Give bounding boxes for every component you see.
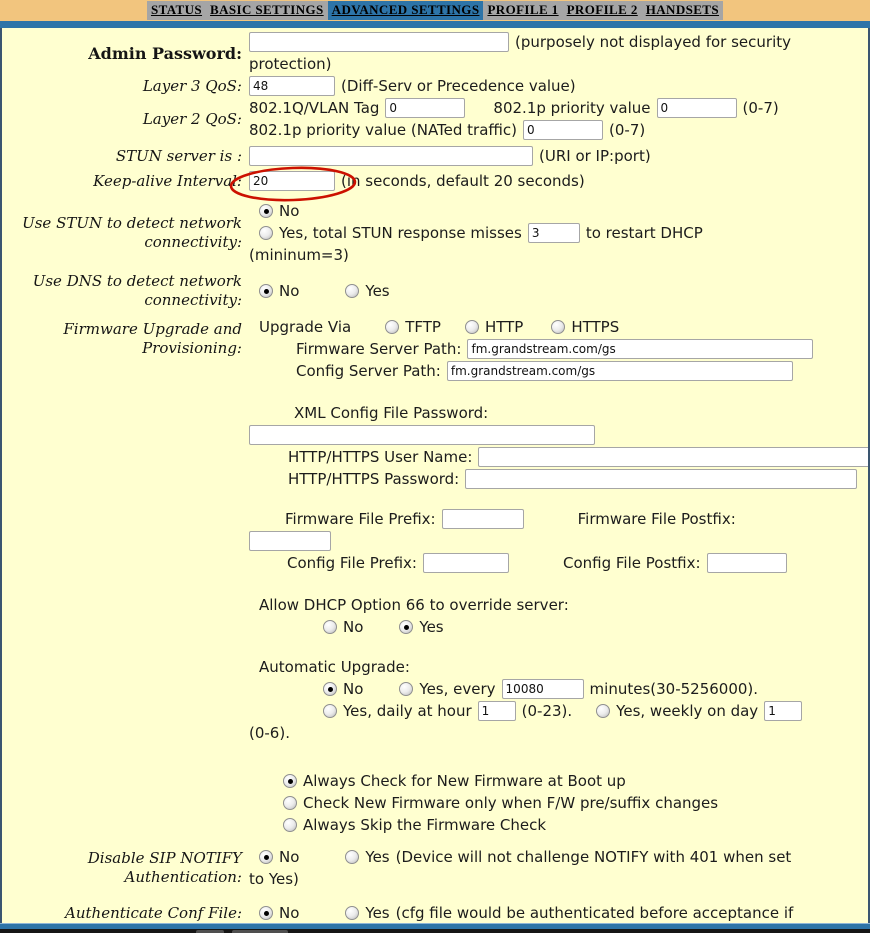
form-row-dns-detect	[2, 272, 868, 310]
vlan-tag-label: 802.1Q/VLAN Tag	[249, 98, 380, 117]
tab-basic-settings[interactable]: BASIC SETTINGS	[206, 1, 328, 20]
firmware-postfix-label: Firmware File Postfix:	[577, 509, 736, 528]
config-prefix-input[interactable]	[423, 553, 509, 573]
form-row-admin-password	[2, 31, 868, 75]
dns-detect-no-label: No	[279, 281, 300, 300]
tab-profile-1[interactable]: PROFILE 1	[483, 1, 562, 20]
auth-conf-no-radio[interactable]	[259, 906, 273, 920]
layer3-qos-note: (Diff-Serv or Precedence value)	[341, 76, 576, 95]
fw-check-prefix-label: Check New Firmware only when F/W pre/suffix changes	[303, 793, 719, 812]
stun-detect-yes-label: Yes, total STUN response misses	[279, 223, 522, 242]
admin-password-note: (purposely not displayed for security	[515, 32, 791, 51]
config-postfix-label: Config File Postfix:	[563, 553, 701, 572]
form-row-stun-detect	[2, 200, 868, 266]
auto-upgrade-weekly-label: Yes, weekly on day	[616, 701, 759, 720]
upgrade-via-https-label: HTTPS	[571, 317, 620, 336]
form-row-layer2-qos	[2, 97, 868, 141]
auto-upgrade-every-note: minutes(30-5256000).	[589, 679, 759, 698]
upgrade-via-tftp-radio[interactable]	[385, 320, 399, 334]
config-prefix-label: Config File Prefix:	[287, 553, 417, 572]
xml-config-password-input[interactable]	[249, 425, 595, 445]
auto-upgrade-minutes-input[interactable]	[502, 679, 584, 699]
stun-detect-label: Use STUN to detect network connectivity:	[22, 214, 242, 251]
sip-notify-note: (Device will not challenge NOTIFY with 401 when set	[395, 847, 792, 866]
priority-value-label: 802.1p priority value	[493, 98, 651, 117]
upgrade-via-http-radio sel[interactable]	[465, 320, 479, 334]
stun-detect-note: (mininum=3)	[249, 245, 349, 264]
auto-upgrade-weekly-note: (0-6).	[249, 723, 290, 742]
auth-conf-note: (cfg file would be authenticated before acceptance if	[395, 903, 794, 922]
tab-status[interactable]: STATUS	[147, 1, 206, 20]
keep-alive-note: (in seconds, default 20 seconds)	[341, 171, 585, 190]
dhcp66-yes-label: Yes	[419, 617, 444, 636]
config-postfix-input[interactable]	[707, 553, 787, 573]
form-row-auth-conf	[2, 902, 868, 924]
dns-detect-no-radio[interactable]	[259, 284, 273, 298]
keep-alive-input[interactable]	[249, 171, 335, 191]
nat-priority-label: 802.1p priority value (NATed traffic)	[249, 120, 518, 139]
stun-server-input[interactable]	[249, 146, 533, 166]
config-server-path-input[interactable]	[447, 361, 793, 381]
fw-check-boot-radio[interactable]	[283, 774, 297, 788]
fw-check-skip-radio[interactable]	[283, 818, 297, 832]
priority-value-input[interactable]	[657, 98, 737, 118]
auto-upgrade-no-radio[interactable]	[323, 682, 337, 696]
layer2-qos-label: Layer 2 QoS:	[142, 109, 242, 128]
tab-handsets[interactable]: HANDSETS	[642, 1, 723, 20]
auth-conf-label: Authenticate Conf File:	[65, 903, 242, 922]
bottom-edge-bar	[0, 929, 870, 933]
upgrade-via-label: Upgrade Via	[259, 317, 352, 336]
stun-detect-yes-radio[interactable]	[259, 226, 273, 240]
form-row-stun-server	[2, 145, 868, 167]
xml-config-password-label: XML Config File Password:	[294, 403, 489, 422]
nat-priority-input[interactable]	[523, 120, 603, 140]
fw-check-prefix-radio[interactable]	[283, 796, 297, 810]
vlan-tag-input[interactable]	[385, 98, 465, 118]
sip-notify-label: Disable SIP NOTIFY Authentication:	[87, 849, 242, 886]
firmware-prefix-input[interactable]	[442, 509, 524, 529]
auto-upgrade-daily-note: (0-23).	[521, 701, 573, 720]
config-server-path-label: Config Server Path:	[296, 361, 441, 380]
form-row-sip-notify	[2, 846, 868, 890]
dhcp66-yes-radio[interactable]	[399, 620, 413, 634]
admin-password-note-cont: protection)	[249, 54, 332, 73]
http-user-label: HTTP/HTTPS User Name:	[288, 447, 473, 466]
firmware-server-path-label: Firmware Server Path:	[296, 339, 462, 358]
http-password-label: HTTP/HTTPS Password:	[288, 469, 460, 488]
dns-detect-yes-label: Yes	[365, 281, 390, 300]
upgrade-via-https-radio[interactable]	[551, 320, 565, 334]
auth-conf-yes-radio[interactable]	[345, 906, 359, 920]
header-divider-bar	[0, 21, 870, 28]
priority-range-note: (0-7)	[742, 98, 779, 117]
tab-bar	[0, 0, 870, 21]
dns-detect-label: Use DNS to detect network connectivity:	[32, 272, 242, 309]
auto-upgrade-every-label: Yes, every	[419, 679, 496, 698]
layer3-qos-input[interactable]	[249, 76, 335, 96]
weekly-day-input[interactable]	[764, 701, 802, 721]
auto-upgrade-label: Automatic Upgrade:	[259, 657, 410, 676]
auto-upgrade-every-radio[interactable]	[399, 682, 413, 696]
auto-upgrade-weekly-radio[interactable]	[596, 704, 610, 718]
auth-conf-yes-label: Yes	[365, 903, 390, 922]
nat-priority-range-note: (0-7)	[609, 120, 646, 139]
firmware-prefix-label: Firmware File Prefix:	[285, 509, 436, 528]
auto-upgrade-daily-label: Yes, daily at hour	[343, 701, 472, 720]
http-user-input[interactable]	[478, 447, 870, 467]
dhcp66-label: Allow DHCP Option 66 to override server:	[259, 595, 569, 614]
form-row-firmware	[2, 316, 868, 836]
fw-check-boot-label: Always Check for New Firmware at Boot up	[303, 771, 626, 790]
tab-advanced-settings[interactable]: ADVANCED SETTINGS	[328, 1, 484, 20]
form-row-layer3-qos	[2, 75, 868, 97]
sip-notify-yes-radio[interactable]	[345, 850, 359, 864]
upgrade-via-tftp-label: TFTP	[405, 317, 441, 336]
auto-upgrade-no-label: No	[343, 679, 364, 698]
stun-detect-no-radio[interactable]	[259, 204, 273, 218]
stun-server-note: (URI or IP:port)	[539, 146, 651, 165]
firmware-label: Firmware Upgrade and Provisioning:	[63, 320, 242, 357]
tab-profile-2[interactable]: PROFILE 2	[563, 1, 642, 20]
auto-upgrade-daily-radio[interactable]	[323, 704, 337, 718]
admin-password-label: Admin Password:	[88, 43, 242, 63]
firmware-postfix-input[interactable]	[249, 531, 331, 551]
firmware-server-path-input[interactable]	[467, 339, 813, 359]
sip-notify-no-radio[interactable]	[259, 850, 273, 864]
dhcp66-no-label: No	[343, 617, 364, 636]
sip-notify-yes-label: Yes	[365, 847, 390, 866]
dns-detect-yes-radio[interactable]	[345, 284, 359, 298]
stun-detect-yes-suffix: to restart DHCP	[585, 223, 703, 242]
fw-check-skip-label: Always Skip the Firmware Check	[303, 815, 547, 834]
upgrade-via-http-label: HTTP	[484, 317, 524, 336]
stun-detect-no-label: No	[279, 201, 300, 220]
keep-alive-label: Keep-alive Interval:	[93, 171, 242, 190]
form-row-keep-alive	[2, 170, 868, 192]
stun-server-label: STUN server is :	[115, 146, 242, 165]
daily-hour-input[interactable]	[478, 701, 516, 721]
dhcp66-no-radio[interactable]	[323, 620, 337, 634]
layer3-qos-label: Layer 3 QoS:	[142, 76, 242, 95]
admin-password-input[interactable]	[249, 32, 509, 52]
auth-conf-no-label: No	[279, 903, 300, 922]
stun-misses-input[interactable]	[528, 223, 580, 243]
http-password-input[interactable]	[465, 469, 857, 489]
settings-form	[0, 28, 870, 924]
sip-notify-note-cont: to Yes)	[249, 869, 299, 888]
sip-notify-no-label: No	[279, 847, 300, 866]
